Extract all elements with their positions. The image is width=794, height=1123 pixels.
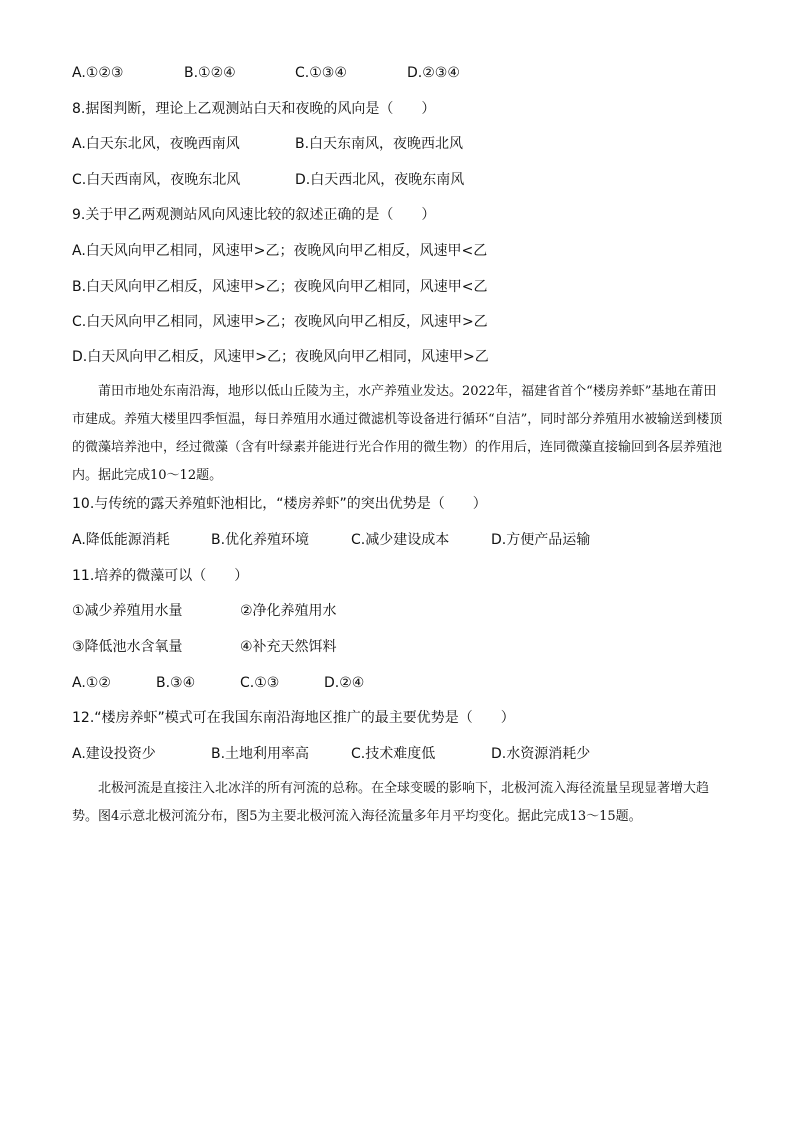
q12-option-d: D.水资源消耗少 <box>491 746 591 762</box>
q11-statement-3: ③降低池水含氧量 <box>72 639 183 655</box>
q11-option-b: B.③④ <box>156 675 196 691</box>
q11-option-d: D.②④ <box>324 675 365 691</box>
q8-option-c: C.白天西南风，夜晚东北风 <box>72 172 241 188</box>
q12-stem: 12.“楼房养虾”模式可在我国东南沿海地区推广的最主要优势是（ ） <box>72 710 515 726</box>
q10-option-a: A.降低能源消耗 <box>72 532 170 548</box>
q9-stem: 9.关于甲乙两观测站风向风速比较的叙述正确的是（ ） <box>72 207 436 223</box>
q11-option-c: C.①③ <box>240 675 280 691</box>
q8-option-b: B.白天东南风，夜晚西北风 <box>295 136 464 152</box>
q11-stem: 11.培养的微藻可以（ ） <box>72 568 249 584</box>
q12-option-b: B.土地利用率高 <box>211 746 310 762</box>
q9-option-b: B.白天风向甲乙相反，风速甲>乙；夜晚风向甲乙相同，风速甲<乙 <box>72 279 488 295</box>
q9-option-d: D.白天风向甲乙相反，风速甲>乙；夜晚风向甲乙相同，风速甲>乙 <box>72 349 489 365</box>
q8-stem: 8.据图判断，理论上乙观测站白天和夜晚的风向是（ ） <box>72 101 436 117</box>
q11-statement-4: ④补充天然饵料 <box>240 639 337 655</box>
q7-option-d: D.②③④ <box>407 65 460 81</box>
q12-option-a: A.建设投资少 <box>72 746 156 762</box>
q11-option-a: A.①② <box>72 675 111 691</box>
q8-option-a: A.白天东北风，夜晚西南风 <box>72 136 240 152</box>
q7-option-b: B.①②④ <box>184 65 236 81</box>
passage-arctic-rivers: 北极河流是直接注入北冰洋的所有河流的总称。在全球变暖的影响下，北极河流入海径流量呈现显著增大趋势。图4示意北极河流分布，图5为主要北极河流入海径流量多年月平均变化。据此完成13～15题。 <box>72 781 710 824</box>
passage-putian: 莆田市地处东南沿海，地形以低山丘陵为主，水产养殖业发达。2022年，福建省首个“楼房养虾”基地在莆田市建成。养殖大楼里四季恒温，每日养殖用水通过微滤机等设备进行循环“自洁”，同时部分养殖用水被输送到楼顶的微藻培养池中，经过微藻（含有叶绿素并能进行光合作用的微生物）的作用后，连同微藻直接输回到各层养殖池内。据此完成10～12题。 <box>72 384 723 483</box>
q10-option-c: C.减少建设成本 <box>351 532 450 548</box>
q11-statement-2: ②净化养殖用水 <box>240 603 337 619</box>
q11-statement-1: ①减少养殖用水量 <box>72 603 183 619</box>
q8-option-d: D.白天西北风，夜晚东南风 <box>295 172 465 188</box>
q9-option-a: A.白天风向甲乙相同，风速甲>乙；夜晚风向甲乙相反，风速甲<乙 <box>72 243 488 259</box>
q12-option-c: C.技术难度低 <box>351 746 436 762</box>
q7-option-a: A.①②③ <box>72 65 124 81</box>
q10-option-d: D.方便产品运输 <box>491 532 591 548</box>
q10-stem: 10.与传统的露天养殖虾池相比，“楼房养虾”的突出优势是（ ） <box>72 496 487 512</box>
q9-option-c: C.白天风向甲乙相同，风速甲>乙；夜晚风向甲乙相反，风速甲>乙 <box>72 314 488 330</box>
q10-option-b: B.优化养殖环境 <box>211 532 310 548</box>
q7-option-c: C.①③④ <box>295 65 347 81</box>
